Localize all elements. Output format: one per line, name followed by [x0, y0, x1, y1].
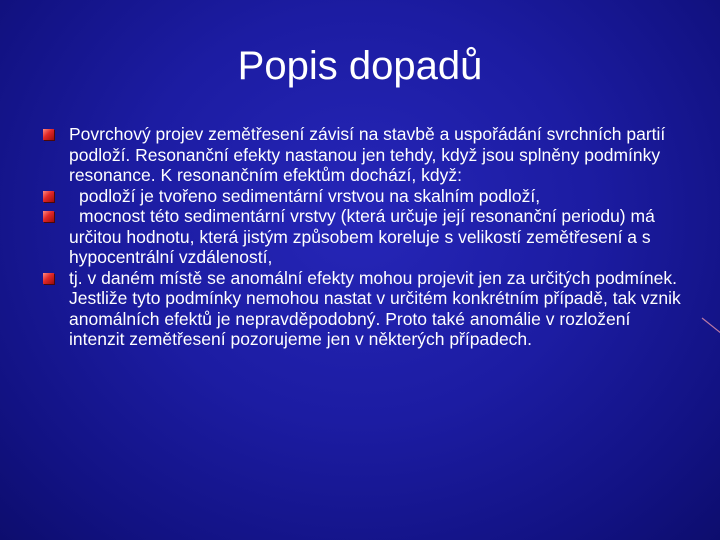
bullet-list — [42, 124, 682, 350]
bullet-item — [42, 124, 682, 186]
bullet-square-icon — [43, 211, 54, 222]
bullet-text: mocnost této sedimentární vrstvy (která určuje její resonanční periodu) má určitou hodnotu, která jistým způsobem koreluje s velikostí zemětřesení a s hypocentrální vzdáleností, — [69, 206, 655, 267]
bullet-text: Povrchový projev zemětřesení závisí na stavbě a uspořádání svrchních partií podloží. Resonanční efekty nastanou jen tehdy, když jsou splněny podmínky resonance. K resonančním efektům dochází, když: — [69, 124, 666, 185]
bullet-text: podloží je tvořeno sedimentární vrstvou na skalním podloží, — [79, 185, 541, 206]
bullet-square-icon — [43, 191, 54, 202]
bullet-item — [42, 268, 682, 350]
bullet-item — [42, 206, 682, 268]
bullet-text: tj. v daném místě se anomální efekty mohou projevit jen za určitých podmínek. Jestliže tyto podmínky nemohou nastat v určitém konkrétním případě, tak vznik anomálních efektů je nepravděpodobný. Proto také anomálie v rozložení intenzit zemětřesení pozorujeme jen v některých případech. — [69, 267, 681, 349]
slide-title: Popis dopadů — [237, 44, 483, 88]
bullet-square-icon — [43, 273, 54, 284]
bullet-square-icon — [43, 129, 54, 140]
bullet-item — [42, 186, 682, 207]
